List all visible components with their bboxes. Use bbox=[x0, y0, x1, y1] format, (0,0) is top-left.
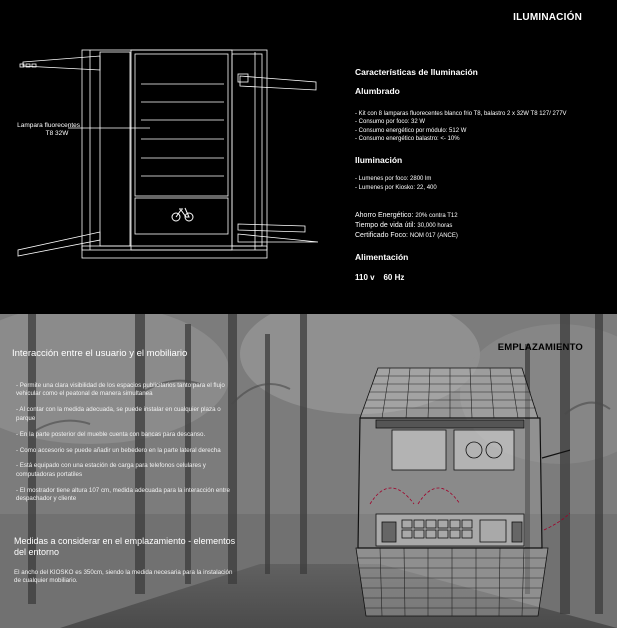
bicycle-icon bbox=[172, 208, 193, 221]
placement-panel bbox=[0, 314, 617, 628]
alumbrado-item: - Consumo energético por módulo: 512 W bbox=[355, 127, 467, 134]
right-awning-bottom bbox=[238, 224, 305, 232]
left-awning-bottom bbox=[18, 232, 100, 256]
alimentacion-title: Alimentación bbox=[355, 252, 409, 262]
interaction-title: Interacción entre el usuario y el mobiliario bbox=[12, 348, 188, 359]
alimentacion-value: 110 v 60 Hz bbox=[355, 273, 405, 282]
kiosk-floor-plan bbox=[330, 354, 570, 624]
cert-label: Certificado Foco: bbox=[355, 232, 408, 239]
measures-title-line2: del entorno bbox=[14, 547, 60, 557]
kiosk-body bbox=[82, 50, 267, 250]
cert-value: NOM 017 (ANCE) bbox=[409, 233, 458, 239]
alumbrado-item: - Kit con 8 lamparas fluorecentes blanco frio T8, balastro 2 x 32W T8 127/ 277V bbox=[355, 111, 567, 117]
iluminacion-item: - Lumenes por Kiosko: 22, 400 bbox=[355, 184, 437, 191]
section-title-emplazamiento: EMPLAZAMIENTO bbox=[497, 342, 583, 353]
iluminacion-item: - Lumenes por foco: 2800 lm bbox=[355, 176, 432, 182]
bullet-item: - Está equipado con una estación de carga para telefonos celulares y computadoras portatiles bbox=[16, 462, 206, 478]
bullet-item: - En la parte posterior del mueble cuenta con bancas para descanso. bbox=[16, 430, 206, 438]
light-panel bbox=[135, 54, 228, 196]
kiosk-lighting-drawing bbox=[0, 0, 340, 314]
bullet-item: - Como accesorio se puede añadir un bebedero en la parte lateral derecha bbox=[16, 446, 221, 454]
vida-label: Tiempo de vida útil: bbox=[355, 222, 416, 229]
section-title-iluminacion: ILUMINACIÓN bbox=[513, 12, 582, 23]
iluminacion-list bbox=[355, 175, 605, 192]
specs-title: Características de Iluminación bbox=[355, 67, 478, 77]
alumbrado-item: - Consumo energético balastro: <- 10% bbox=[355, 135, 460, 142]
iluminacion-title: Iluminación bbox=[355, 155, 403, 165]
left-awning-top bbox=[23, 56, 100, 70]
alumbrado-title: Alumbrado bbox=[355, 86, 400, 96]
bullet-item: - Al contar con la medida adecuada, se puede instalar en cualquier plaza o parque bbox=[16, 406, 221, 422]
alumbrado-list bbox=[355, 110, 605, 143]
bullet-item: - Permite una clara visibilidad de los espacios publicitarios tanto para el flujo vehicular como el peatonal de manera simultanea bbox=[16, 382, 225, 398]
alumbrado-item: - Consumo por foco: 32 W bbox=[355, 119, 426, 126]
ahorro-label: Ahorro Energético: bbox=[355, 212, 414, 219]
lamp-label-line1: Lampara fluorecentes bbox=[17, 122, 80, 129]
vida-value: 30,000 horas bbox=[417, 223, 453, 229]
energy-facts bbox=[355, 211, 458, 241]
measures-title bbox=[14, 536, 235, 558]
ahorro-value: 20% contra T12 bbox=[415, 213, 458, 219]
measures-title-line1: Medidas a considerar en el emplazamiento - elementos bbox=[14, 536, 236, 546]
counter-left bbox=[392, 430, 446, 470]
lamp-label-line2: T8 32W bbox=[45, 130, 69, 137]
measures-text: El ancho del KIOSKO es 350cm, siendo la medida necesaria para la instalación de cualquier mobiliario. bbox=[14, 569, 233, 585]
lamp-label bbox=[14, 122, 80, 138]
interaction-bullets bbox=[16, 382, 234, 511]
counter-right bbox=[454, 430, 514, 470]
bullet-item: - El mostrador tiene altura 107 cm, medida adecuada para la interacción entre despachador y cliente bbox=[16, 486, 230, 503]
right-awning-top bbox=[240, 76, 316, 90]
